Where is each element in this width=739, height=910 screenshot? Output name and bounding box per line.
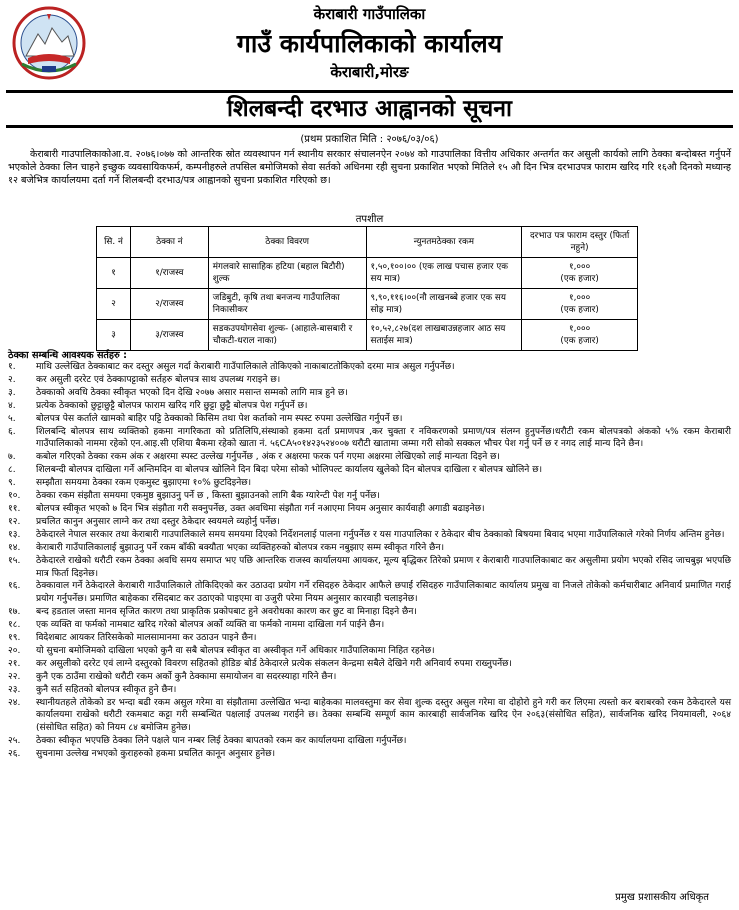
- cell-sn: १: [97, 258, 131, 289]
- cell-description: सडकउपयोगसेवा शुल्क- (आहाले-बासबारी र चौकटी-धराल नाका): [208, 320, 366, 351]
- condition-number: ३.: [8, 387, 16, 398]
- condition-item: [8, 400, 731, 413]
- condition-text: ठेकेदारले राखेको धरौटी रकम ठेक्का अवधि समय समाप्त भए पछि आन्तरिक राजस्व कार्यालयमा आयकर, मूल्य बृद्धिकर तिरेको प्रमाण र केराबारी गाउपालिकाबाट कर असुलीमा प्रयोग भएको रसिद जाचबुझ भएपछि मात्र फिर्ता दिइनेछ।: [36, 555, 731, 579]
- cell-sn: २: [97, 289, 131, 320]
- form-fee-amount: १,०००: [569, 293, 591, 303]
- cell-description: मंगलवारे सासाहिक हटिया (बहाल बिटौरी) शुल्क: [208, 258, 366, 289]
- intro-paragraph: केराबारी गाउपालिकाकोआ.व. २०७६।०७७ को आन्तरिक स्रोत व्यवस्थापन गर्न स्थानीय सरकार संचालनऐन २०७४ को गाउपालिका वित्तीय अधिकार अन्तर्गत कर असुली कार्यको लागि ठेक्का बन्दोबस्त गर्नुपर्ने भएकोले ठेक्का लिन चाहने इच्छुक व्यवसायिकफर्म, कम्पनीहरुले तपसिल बमोजिमको सेवा सर्तको अधिनमा रही सुचना प्रकाशित भएको मितिले १५ औ दिन भित्र दरभाउपत्र फाराम खरिद गरि १६औ दिनको मध्यान्ह १२ बजेभित्र कार्यालयमा दर्ता गर्ने शिलबन्दी दरभाउ/पत्र आह्वानको सुचना प्रकाशित गरिएको छ।: [8, 149, 731, 186]
- condition-number: १९.: [8, 633, 21, 644]
- condition-number: २.: [8, 374, 16, 385]
- condition-text: केराबारी गाउँपालिकालाई बुझाउनु पर्ने रकम बाँकी बक्यौता भएका व्यक्तिहरुको बोलपत्र रकम नबुझाए सम्म स्वीकृत गरिने छैन।: [36, 542, 445, 553]
- condition-text: शिलबन्दी बोलपत्र दाखिला गर्ने अन्तिमदिन वा बोलपत्र खोलिने दिन बिदा परेमा सोको भोलिपल्ट कार्यालय खुलेको दिन बोलपत्र दाखिला र बोलपत्र खोलिने छ।: [36, 465, 543, 476]
- office-name: गाउँ कार्यपालिकाको कार्यालय: [236, 29, 503, 58]
- cell-contract-no: ३/राजस्व: [130, 320, 208, 351]
- condition-number: १०.: [8, 491, 21, 502]
- condition-item: [8, 464, 731, 477]
- condition-number: १८.: [8, 620, 21, 631]
- condition-text: बोलपत्र स्वीकृत भएको ७ दिन भित्र संझौता गरी सक्नुपर्नेछ, उक्त अवधिमा संझौता गर्न नआएमा नियम अनुसार कार्यवाही अगाडी बढाइनेछ।: [36, 503, 485, 514]
- cell-minimum-amount: १०,५२,८२७(दश लाखबाउन्नहजार आठ सय सताईस मात्र): [366, 320, 522, 351]
- condition-item: [8, 490, 731, 503]
- conditions-list: [8, 361, 731, 761]
- form-fee-words: (एक हजार): [560, 305, 599, 315]
- condition-text: कबोल गरिएको ठेक्का रकम अंक र अक्षरमा स्पस्ट उल्लेख गर्नुपर्नेछ , अंक र अक्षरमा फरक पर्न गएमा अक्षरमा लेखिएको लाई मान्यता दिइने छ।: [36, 452, 500, 463]
- condition-text: एक व्यक्ति वा फर्मको नामबाट खरिद गरेको बोलपत्र अर्को व्यक्ति वा फर्मको नाममा दाखिला गर्न पाईने छैन।: [36, 620, 385, 631]
- condition-item: [8, 374, 731, 387]
- condition-item: [8, 555, 731, 581]
- condition-number: १३.: [8, 529, 21, 540]
- condition-text: प्रचलित कानुन अनुसार लाग्ने कर तथा दस्तुर ठेकेदार स्वयमले व्यहोर्नु पर्नेछ।: [36, 516, 280, 527]
- table-caption: तपशील: [355, 214, 384, 225]
- cell-contract-no: २/राजस्व: [130, 289, 208, 320]
- condition-number: ४.: [8, 400, 16, 411]
- condition-item: [8, 697, 731, 736]
- cell-form-fee: [522, 258, 638, 289]
- org-name: केराबारी गाउँपालिका: [313, 5, 426, 23]
- col-header-description: ठेक्का विवरण: [208, 227, 366, 258]
- condition-text: कर असुलीको दररेट एवं लाग्ने दस्तुरको विवरण सहितको होडिङ बोर्ड ठेकेदारले प्रत्येक संकलन केन्द्रमा सबैले देखिने गरी अनिवार्य रुपमा राख्नुपर्नेछ।: [36, 658, 512, 669]
- condition-text: सम्झौता समयमा ठेक्का रकम एकमुस्ट बुझाएमा १०% छुटदिइनेछ।: [36, 478, 252, 489]
- condition-item: [8, 542, 731, 555]
- condition-item: [8, 477, 731, 490]
- contract-table: [96, 226, 638, 351]
- condition-number: १४.: [8, 542, 21, 553]
- notice-title: शिलबन्दी दरभाउ आह्वानको सूचना: [6, 90, 733, 128]
- condition-number: ५.: [8, 413, 16, 424]
- condition-number: २२.: [8, 671, 21, 682]
- table-row: [97, 320, 638, 351]
- condition-item: [8, 387, 731, 400]
- condition-item: [8, 529, 731, 542]
- form-fee-amount: १,०००: [569, 262, 591, 272]
- col-header-minimum-amount: न्युनतमठेक्का रकम: [366, 227, 522, 258]
- condition-number: २१.: [8, 658, 21, 669]
- condition-text: कुनै एक ठाउँमा राखेको धरौटी रकम अर्को कुनै ठेक्कामा समायोजन वा सदरस्याहा गरिने छैन।: [36, 671, 337, 682]
- condition-number: १५.: [8, 555, 21, 566]
- conditions-title: ठेक्का सम्बन्धि आवश्यक सर्तहरु :: [8, 350, 127, 361]
- col-header-form-fee: दरभाउ पत्र फाराम दस्तुर (फिर्ता नहुने): [522, 227, 638, 258]
- col-header-sn: सि. नं: [97, 227, 131, 258]
- condition-item: [8, 684, 731, 697]
- condition-text: माथि उल्लेखित ठेक्काबाट कर दस्तुर असुल गर्दा केराबारी गाउँपालिकाले तोकिएको नाकाबाटतोकिएको दरमा मात्र असुल गर्नुपर्नेछ।: [36, 362, 455, 372]
- col-header-contract-no: ठेक्का नं: [130, 227, 208, 258]
- condition-item: [8, 580, 731, 606]
- condition-text: ठेक्का स्वीकृत भएपछि ठेक्का लिने पक्षले पान नम्बर लिई ठेक्का बापतको रकम कर कार्यालयमा दाखिला गर्नुपर्नेछ।: [36, 736, 407, 747]
- cell-form-fee: [522, 320, 638, 351]
- condition-number: १२.: [8, 516, 21, 527]
- condition-item: [8, 516, 731, 529]
- condition-item: [8, 361, 731, 374]
- condition-text: शिलबन्दि बोलपत्र साथ व्यक्तिको हकमा नागरिकता को प्रतिलिपि,संस्थाको हकमा दर्ता प्रमाणपत्र ,कर चुक्ता र नविकरणको प्रमाण/पत्र संलग्न हुनुपर्नेछ।धरौटी रकम बोलपत्रको अंकको ५% रकम केराबारी गाउँपालिकाको नाममा रहेको एन.आइ.सी एशिया बैकमा रहेको खाता नं. ५६CA५०१४२३५२४००७ धरौटी खातामा जम्मा गरी सोको सक्कल भौचर पेश गर्नु पर्ने छ र नगद लाई मान्य दिने छैन।: [36, 426, 731, 450]
- signature: प्रमुख प्रशासकीय अधिकृत: [615, 892, 709, 903]
- condition-text: सुचनामा उल्लेख नभएको कुराहरुको हकमा प्रचलित कानून अनुसार हुनेछ।: [36, 749, 276, 760]
- cell-sn: ३: [97, 320, 131, 351]
- condition-text: विदेशबाट आयकर तिरिसकेको मालसामानमा कर उठाउन पाइने छैन।: [36, 633, 257, 644]
- condition-text: ठेक्कावाल गर्ने ठेकेदारले केराबारी गाउँपालिकाले तोकिदिएको कर उठाउदा प्रयोग गर्ने रसिदहरु ठेकेदार आफैले छपाई रसिदहरु गाउँपालिकाबाट कार्यालय प्रमुख वा निजले तोकेको कर्मचारीबाट अनिवार्य प्रमाणित गराई प्रयोग गर्नुपर्नेछ। प्रमाणित बाहेकका रसिदबाट कर उठाएको पाइएमा वा उजुरी परेमा नियम अनुसार कारवाही चलाइनेछ।: [36, 581, 731, 605]
- condition-number: १.: [8, 362, 16, 372]
- cell-minimum-amount: ९,९०,११६।००(नौ लाखनब्बे हजार एक सय सोह्र मात्र): [366, 289, 522, 320]
- condition-item: [8, 671, 731, 684]
- condition-number: २०.: [8, 645, 21, 656]
- condition-text: ठेक्का रकम संझौता समयमा एकमुष्ठ बुझाउनु पर्ने छ , किस्ता बुझाउनको लागि बैक ग्यारेन्टी पेश गर्नु पर्नेछ।: [36, 491, 380, 502]
- condition-text: स्थानीयतहले तोकेको डर भन्दा बढी रकम असुल गरेमा वा संझौतामा उल्लेखित भन्दा बाहेकका मालवस्तुमा कर सेवा शुल्क दस्तुर असुल गरेमा वा दोहोरो हुने गरी कर लिएमा त्यस्तो कर बराबरको रकम ठेकेदारले यस कार्यालयमा राखेको धरौटी रकमबाट कट्टा गरी सम्बन्धित पक्षलाई उपलब्ध गराईने छ। ठेक्का सम्बन्धि सम्पूर्ण काम कारबाही सार्वजनिक खरिद ऐन २०६३(संसोधित सहित), सार्वजनिक खरिद नियमावली, २०६४ (संसोधित सहित) को नियम ८४ बमोजिम हुनेछ।: [36, 697, 731, 734]
- condition-number: ६.: [8, 426, 16, 437]
- table-row: [97, 289, 638, 320]
- condition-number: ७.: [8, 452, 16, 463]
- condition-item: [8, 619, 731, 632]
- cell-contract-no: १/राजस्व: [130, 258, 208, 289]
- cell-minimum-amount: १,५०,१००।०० (एक लाख पचास हजार एक सय मात्र): [366, 258, 522, 289]
- table-row: [97, 258, 638, 289]
- condition-item: [8, 503, 731, 516]
- condition-item: [8, 645, 731, 658]
- condition-text: कर असुली दररेट एवं ठेक्कापट्टाको सर्तहरु बोलपत्र साथ उपलब्ध गराइने छ।: [36, 374, 281, 385]
- condition-item: [8, 413, 731, 426]
- condition-number: १६.: [8, 581, 21, 592]
- condition-text: बोलपत्र पेस कर्ताले खामको बाहिर पट्टि ठेक्काको किसिम तथा पेश कर्ताको नाम स्पस्ट रुपमा उल्लेखित गर्नुपर्ने छ।: [36, 413, 403, 424]
- cell-form-fee: [522, 289, 638, 320]
- condition-text: कुनै सर्त सहितको बोलपत्र स्वीकृत हुने छैन।: [36, 684, 177, 695]
- condition-item: [8, 658, 731, 671]
- cell-description: जडिबुटी, कृषि तथा बनजन्य गाउँपालिका निकासीकर: [208, 289, 366, 320]
- condition-item: [8, 748, 731, 761]
- condition-number: ८.: [8, 465, 16, 476]
- condition-text: बन्द हडताल जस्ता मानव सृजित कारण तथा प्राकृतिक प्रकोपबाट हुने अवरोधका कारण कर छुट वा मिनाहा दिइने छैन।: [36, 607, 417, 618]
- table-header-row: [97, 227, 638, 258]
- condition-text: यो सुचना बमोजिमको दाखिला भएको कुनै वा सबै बोलपत्र स्वीकृत वा अस्वीकृत गर्ने अधिकार गाउँपालिकामा निहित रहनेछ।: [36, 645, 435, 656]
- condition-number: ११.: [8, 503, 21, 514]
- condition-text: प्रत्येक ठेक्काको छुट्टाछुट्टै बोलपत्र फाराम खरिद गरि छुट्टा छुट्टै बोलपत्र पेश गर्नुपर्ने छ।: [36, 400, 308, 411]
- condition-number: २६.: [8, 749, 21, 760]
- condition-text: ठेक्काको अवधि ठेक्का स्वीकृत भएको दिन देखि २०७७ असार मसान्त सम्मको लागि मात्र हुने छ।: [36, 387, 348, 398]
- office-address: केराबारी,मोरङ: [330, 63, 409, 81]
- condition-item: [8, 632, 731, 645]
- header: [0, 0, 739, 88]
- condition-item: [8, 451, 731, 464]
- condition-item: [8, 426, 731, 452]
- published-date: (प्रथम प्रकाशित मिति : २०७६/०३/०६): [300, 134, 439, 145]
- condition-number: २४.: [8, 697, 21, 708]
- form-fee-words: (एक हजार): [560, 336, 599, 346]
- condition-item: [8, 606, 731, 619]
- form-fee-amount: १,०००: [569, 324, 591, 334]
- condition-number: ९.: [8, 478, 16, 489]
- condition-item: [8, 735, 731, 748]
- condition-number: २५.: [8, 736, 21, 747]
- condition-number: २३.: [8, 684, 21, 695]
- form-fee-words: (एक हजार): [560, 274, 599, 284]
- condition-text: ठेकेदारले नेपाल सरकार तथा केराबारी गाउपालिकाले समय समयमा दिएको निर्देशनलाई पालना गर्नुपर्नेछ र यस गाउपालिका र ठेकेदार बीच ठेक्काको बिषयमा बिवाद भएमा गाउँपालिकाले गरेको निर्णय अन्तिम हुनेछ।: [36, 529, 725, 540]
- condition-number: १७.: [8, 607, 21, 618]
